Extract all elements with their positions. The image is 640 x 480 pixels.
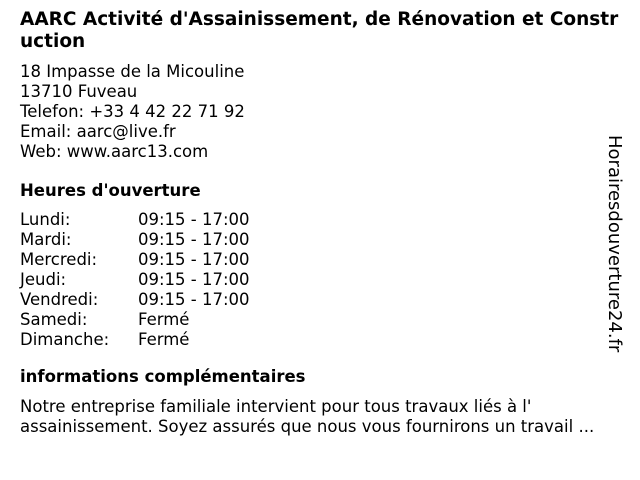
site-watermark: Horairesdouverture24.fr — [604, 135, 625, 353]
day-label: Mardi: — [20, 230, 72, 249]
day-label: Jeudi: — [20, 270, 67, 289]
day-hours: 09:15 - 17:00 — [138, 290, 250, 309]
day-hours: Fermé — [138, 330, 190, 349]
business-name: AARC Activité d'Assainissement, de Rénovation et Construction — [20, 9, 619, 52]
hours-row-saturday — [20, 310, 632, 330]
street-address: 18 Impasse de la Micouline — [20, 62, 245, 81]
hours-row-friday — [20, 290, 632, 310]
hours-row-tuesday — [20, 230, 632, 250]
day-hours: 09:15 - 17:00 — [138, 210, 250, 229]
additional-info-line-1: Notre entreprise familiale intervient pour tous travaux liés à l' — [20, 397, 532, 416]
day-hours: Fermé — [138, 310, 190, 329]
hours-row-monday — [20, 210, 632, 230]
day-hours: 09:15 - 17:00 — [138, 250, 250, 269]
day-label: Lundi: — [20, 210, 71, 229]
day-label: Mercredi: — [20, 250, 98, 269]
day-label: Dimanche: — [20, 330, 110, 349]
hours-row-sunday — [20, 330, 632, 350]
day-hours: 09:15 - 17:00 — [138, 270, 250, 289]
web-line[interactable]: Web: www.aarc13.com — [20, 142, 209, 161]
hours-row-wednesday — [20, 250, 632, 270]
additional-info-line-2: assainissement. Soyez assurés que nous vous fournirons un travail ... — [20, 417, 595, 436]
city-postcode: 13710 Fuveau — [20, 82, 138, 101]
phone-line[interactable]: Telefon: +33 4 42 22 71 92 — [20, 102, 245, 121]
day-label: Samedi: — [20, 310, 88, 329]
day-hours: 09:15 - 17:00 — [138, 230, 250, 249]
day-label: Vendredi: — [20, 290, 99, 309]
additional-info-text — [20, 397, 630, 437]
business-card — [20, 9, 632, 437]
hours-row-thursday — [20, 270, 632, 290]
address-block — [20, 62, 632, 162]
additional-info-heading: informations complémentaires — [20, 367, 306, 386]
opening-hours-table — [20, 210, 632, 350]
opening-hours-heading: Heures d'ouverture — [20, 181, 201, 200]
email-line[interactable]: Email: aarc@live.fr — [20, 122, 176, 141]
